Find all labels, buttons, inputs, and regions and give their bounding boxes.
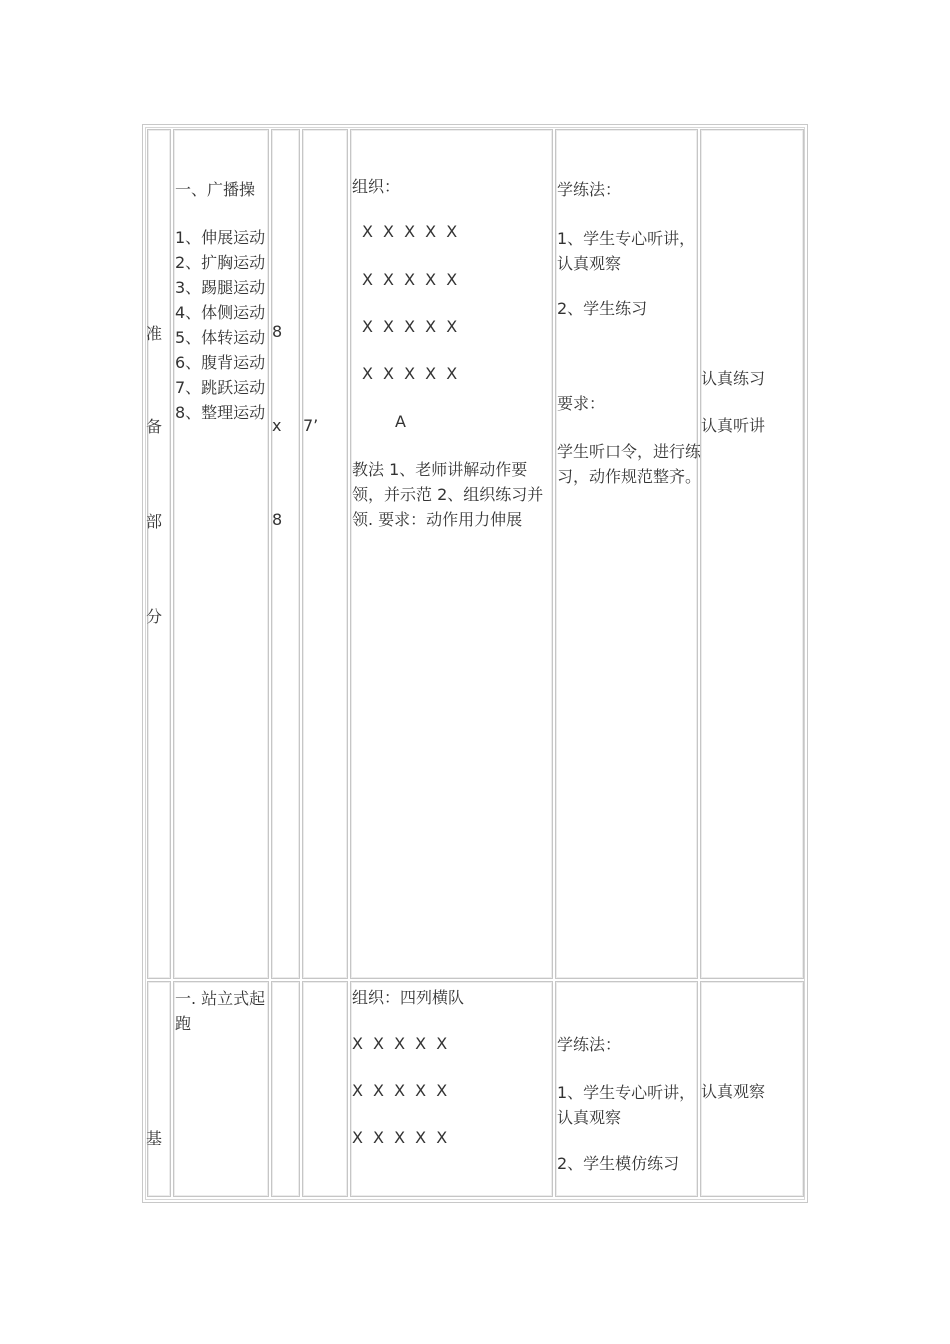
learning-item: 2、学生模仿练习 (557, 1154, 680, 1173)
learning-label: 学练法： (557, 1035, 622, 1054)
part-char: 基 (146, 1129, 163, 1148)
formation-row: X X X X X (362, 222, 458, 241)
teaching-method: 教法 1、老师讲解动作要领，并示范 2、组织练习并领. 要求：动作用力伸展 (352, 460, 544, 529)
requirement-text: 学生听口令，进行练习，动作规范整齐。 (557, 442, 702, 486)
exercise-item: 6、腹背运动 (175, 353, 266, 372)
part-char: 分 (146, 607, 163, 626)
formation-row: X X X X X (362, 270, 458, 289)
reps-cell-1 (271, 129, 300, 979)
reps-value: x (272, 416, 282, 435)
notes-cell-2 (700, 981, 804, 1197)
exercise-item: 2、扩胸运动 (175, 253, 266, 272)
content-title: 一. 站立式起跑 (175, 989, 266, 1033)
exercise-item: 1、伸展运动 (175, 228, 266, 247)
formation-row: X X X X X (352, 1034, 448, 1053)
formation-row: X X X X X (352, 1081, 448, 1100)
part-char: 备 (146, 417, 163, 436)
exercise-item: 7、跳跃运动 (175, 378, 266, 397)
learning-item: 1、学生专心听讲，认真观察 (557, 1083, 696, 1127)
time-cell-1 (302, 129, 348, 979)
note-text: 认真练习 (701, 369, 766, 388)
reps-cell-2 (271, 981, 300, 1197)
teacher-mark: A (395, 412, 406, 431)
exercise-item: 4、体侧运动 (175, 303, 266, 322)
note-text: 认真听讲 (701, 416, 766, 435)
organization-label: 组织： (352, 177, 401, 196)
reps-value: 8 (272, 510, 283, 529)
notes-cell-1 (700, 129, 804, 979)
reps-value: 8 (272, 322, 283, 341)
organization-label: 组织：四列横队 (352, 988, 465, 1007)
learning-item: 2、学生练习 (557, 299, 648, 318)
part-char: 准 (146, 324, 163, 343)
learning-item: 1、学生专心听讲，认真观察 (557, 229, 696, 273)
part-cell-1 (147, 129, 171, 979)
formation-row: X X X X X (362, 317, 458, 336)
learning-label: 学练法： (557, 180, 622, 199)
formation-row: X X X X X (362, 364, 458, 383)
content-cell-2 (173, 981, 269, 1197)
exercise-item: 3、踢腿运动 (175, 278, 266, 297)
content-title: 一、广播操 (175, 180, 256, 199)
exercise-item: 8、整理运动 (175, 403, 266, 422)
formation-row: X X X X X (352, 1128, 448, 1147)
organization-cell-2 (350, 981, 553, 1197)
requirement-label: 要求： (557, 394, 606, 413)
note-text: 认真观察 (701, 1082, 766, 1101)
time-cell-2 (302, 981, 348, 1197)
time-value: 7’ (303, 416, 319, 435)
learning-cell-2 (555, 981, 698, 1197)
exercise-item: 5、体转运动 (175, 328, 266, 347)
part-char: 部 (146, 512, 163, 531)
organization-cell-1 (350, 129, 553, 979)
content-cell-1 (173, 129, 269, 979)
learning-cell-1 (555, 129, 702, 979)
part-cell-2 (147, 981, 171, 1197)
